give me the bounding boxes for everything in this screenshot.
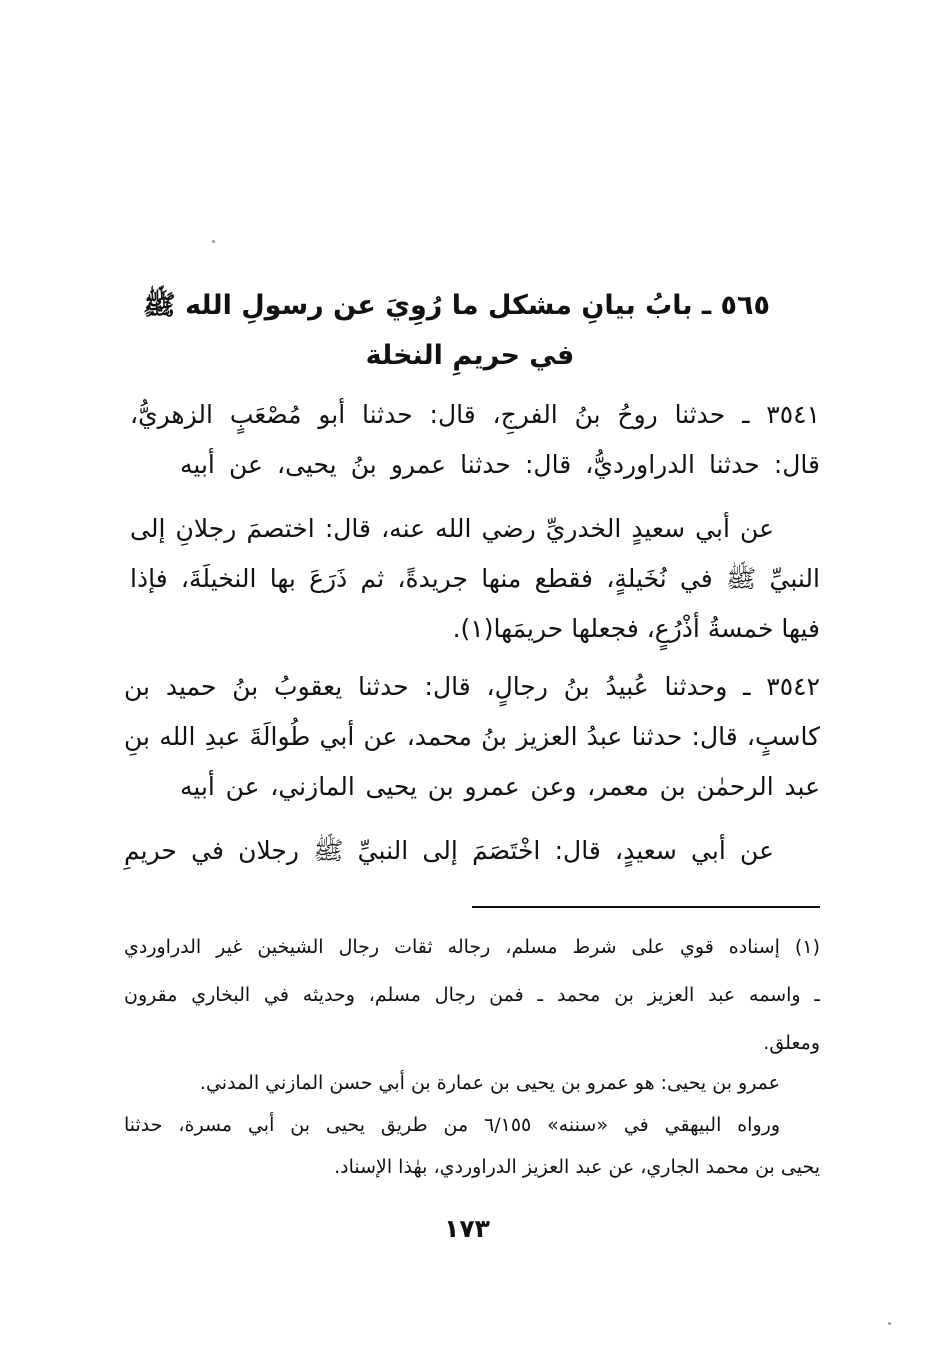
hadith-line: عبد الرحمٰن بن معمر، وعن عمرو بن يحيى المازني، عن أبيه (180, 772, 820, 801)
page-number: ١٧٣ (444, 1214, 490, 1243)
hadith-line: فيها خمسةُ أذْرُعٍ، فجعلها حريمَها(١). (452, 614, 820, 643)
hadith-line: ٣٥٤١ ـ حدثنا روحُ بنُ الفرجِ، قال: حدثنا أبو مُصْعَبٍ الزهريُّ، (130, 400, 820, 429)
footnote-line: عمرو بن يحيى: هو عمرو بن يحيى بن عمارة بن أبي حسن المازني المدني. (199, 1072, 780, 1094)
footnote-line: يحيى بن محمد الجاري، عن عبد العزيز الدراوردي، بهٰذا الإسناد. (334, 1156, 820, 1178)
chapter-subheading: في حريمِ النخلة (365, 340, 575, 371)
hadith-line: عن أبي سعيدٍ الخدريِّ رضي الله عنه، قال: اختصمَ رجلانِ إلى (130, 514, 774, 543)
hadith-line: عن أبي سعيدٍ، قال: اخْتَصَمَ إلى النبيِّ ﷺ رجلان في حريمِ (124, 836, 774, 865)
footnote-divider (472, 906, 820, 908)
scan-speck (888, 1322, 891, 1325)
footnote-line: ومعلق. (763, 1032, 820, 1054)
hadith-line: ٣٥٤٢ ـ وحدثنا عُبيدُ بنُ رجالٍ، قال: حدثنا يعقوبُ بنُ حميد بن (124, 672, 820, 701)
scan-speck (212, 240, 215, 243)
footnote-line: ورواه البيهقي في «سننه» ٦/١٥٥ من طريق يحيى بن أبي مسرة، حدثنا (124, 1114, 780, 1136)
chapter-heading: ٥٦٥ ـ بابُ بيانِ مشكل ما رُوِيَ عن رسولِ الله ﷺ (143, 290, 770, 321)
hadith-line: كاسبٍ، قال: حدثنا عبدُ العزيز بنُ محمد، عن أبي طُوالَةَ عبدِ الله بنِ (124, 722, 820, 751)
hadith-line: قال: حدثنا الدراورديُّ، قال: حدثنا عمرو بنُ يحيى، عن أبيه (180, 450, 820, 479)
hadith-line: النبيِّ ﷺ في نُخَيلةٍ، فقطع منها جريدةً، ثم ذَرَعَ بها النخيلَةَ، فإذا (130, 564, 820, 593)
footnote-line: ـ واسمه عبد العزيز بن محمد ـ فمن رجال مسلم، وحديثه في البخاري مقرون (124, 984, 820, 1006)
footnote-line: (١) إسناده قوي على شرط مسلم، رجاله ثقات رجال الشيخين غير الدراوردي (124, 936, 820, 958)
